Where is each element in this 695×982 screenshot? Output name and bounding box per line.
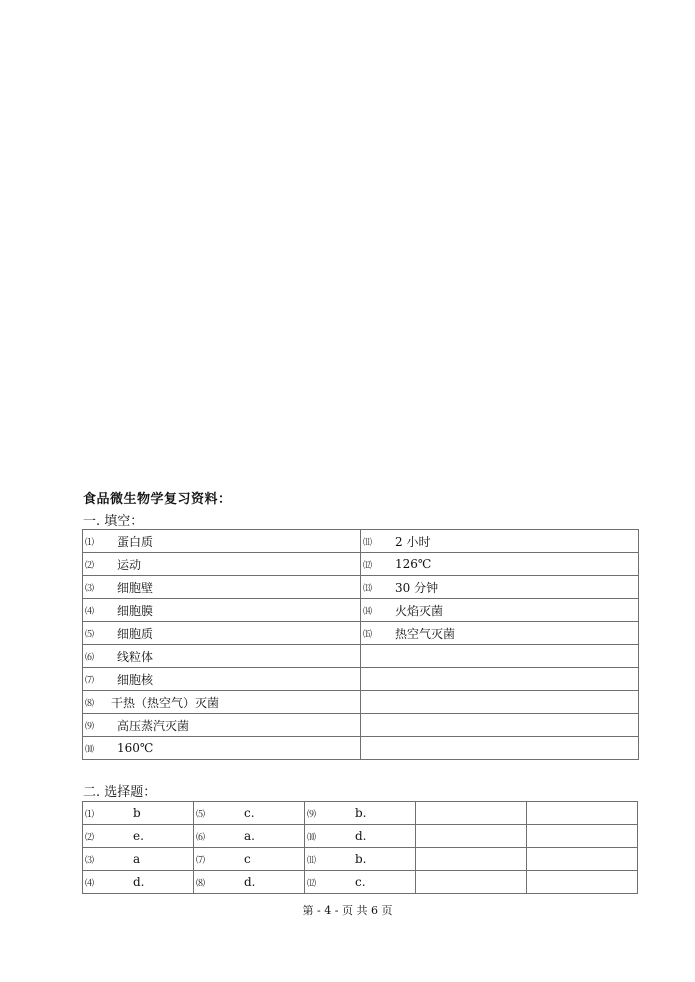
document-title: 食品微生物学复习资料： [83,492,232,507]
question-number: ⑵ [85,560,94,571]
table-row [83,691,639,714]
answer-cell [361,645,639,668]
empty-cell [527,848,638,871]
answer-text: c. [244,806,255,821]
answer-text: 细胞质 [117,626,154,641]
answer-text: e. [133,829,144,844]
answer-text: 细胞膜 [117,603,154,618]
answer-cell [83,714,361,737]
answer-cell [83,622,361,645]
answer-text: 126℃ [395,557,432,572]
question-number: ⑹ [85,652,94,663]
answer-cell [83,848,194,871]
table-row [83,530,639,553]
answer-cell [83,802,194,825]
answer-cell [83,599,361,622]
answer-text: c [244,852,251,867]
table-row [83,599,639,622]
answer-cell [83,576,361,599]
empty-cell [527,802,638,825]
answer-text: 热空气灭菌 [395,626,456,641]
question-number: ⑽ [85,744,94,755]
answer-cell [361,622,639,645]
fill-blank-table [82,529,639,760]
answer-text: a [133,852,141,867]
empty-cell [527,871,638,894]
question-number: ⑻ [85,698,94,709]
answer-cell [194,802,305,825]
answer-text: 细胞核 [117,672,154,687]
fill-blank-heading: 一. 填空： [83,514,144,529]
answer-text: d. [244,875,256,890]
table-row [83,802,638,825]
answer-cell [305,802,416,825]
answer-text: b [133,806,141,821]
answer-text: 高压蒸汽灭菌 [117,718,190,733]
question-number: ⒀ [363,583,372,594]
answer-text: c. [355,875,366,890]
multiple-choice-heading: 二. 选择题： [83,785,157,800]
answer-text: b. [355,852,367,867]
answer-cell [83,737,361,760]
answer-text: 干热（热空气）灭菌 [111,695,220,710]
question-number: ⑽ [307,832,316,843]
question-number: ⑺ [196,855,205,866]
question-number: ⑴ [85,537,94,548]
question-number: ⑼ [307,809,316,820]
table-row [83,825,638,848]
question-number: ⑸ [85,629,94,640]
table-row [83,668,639,691]
answer-cell [361,668,639,691]
answer-text: d. [355,829,367,844]
question-number: ⑴ [85,809,94,820]
empty-cell [527,825,638,848]
answer-cell [83,871,194,894]
question-number: ⑵ [85,832,94,843]
table-row [83,645,639,668]
answer-cell [361,691,639,714]
answer-cell [361,737,639,760]
table-row [83,622,639,645]
answer-cell [305,871,416,894]
question-number: ⑿ [363,560,372,571]
answer-cell [194,871,305,894]
answer-text: d. [133,875,145,890]
answer-cell [361,530,639,553]
answer-cell [361,553,639,576]
answer-cell [83,553,361,576]
answer-text: 火焰灭菌 [395,603,444,618]
answer-cell [83,825,194,848]
answer-cell [361,576,639,599]
table-row [83,871,638,894]
answer-cell [83,530,361,553]
question-number: ⑺ [85,675,94,686]
answer-cell [194,825,305,848]
answer-cell [194,848,305,871]
empty-cell [416,802,527,825]
empty-cell [416,871,527,894]
answer-cell [83,668,361,691]
answer-text: b. [355,806,367,821]
multiple-choice-table [82,801,638,894]
table-row [83,714,639,737]
question-number: ⑹ [196,832,205,843]
question-number: ⑸ [196,809,205,820]
answer-text: 线粒体 [117,649,154,664]
answer-cell [83,645,361,668]
question-number: ⑾ [363,537,372,548]
answer-cell [361,714,639,737]
answer-text: 蛋白质 [117,534,154,549]
table-row [83,737,639,760]
question-number: ⒁ [363,606,372,617]
answer-cell [305,825,416,848]
empty-cell [416,825,527,848]
table-row [83,553,639,576]
empty-cell [416,848,527,871]
table-row [83,576,639,599]
question-number: ⒂ [363,629,372,640]
answer-cell [83,691,361,714]
answer-text: 2 小时 [395,534,431,549]
question-number: ⑶ [85,855,94,866]
answer-text: a. [244,829,255,844]
page-footer: 第 - 4 - 页 共 6 页 [302,904,393,917]
question-number: ⑿ [307,878,316,889]
question-number: ⑷ [85,878,94,889]
question-number: ⑶ [85,583,94,594]
answer-text: 运动 [117,557,142,572]
answer-text: 30 分钟 [395,580,439,595]
answer-cell [305,848,416,871]
question-number: ⑻ [196,878,205,889]
question-number: ⑼ [85,721,94,732]
table-row [83,848,638,871]
question-number: ⑾ [307,855,316,866]
answer-text: 160℃ [117,741,154,756]
question-number: ⑷ [85,606,94,617]
answer-cell [361,599,639,622]
answer-text: 细胞壁 [117,580,154,595]
